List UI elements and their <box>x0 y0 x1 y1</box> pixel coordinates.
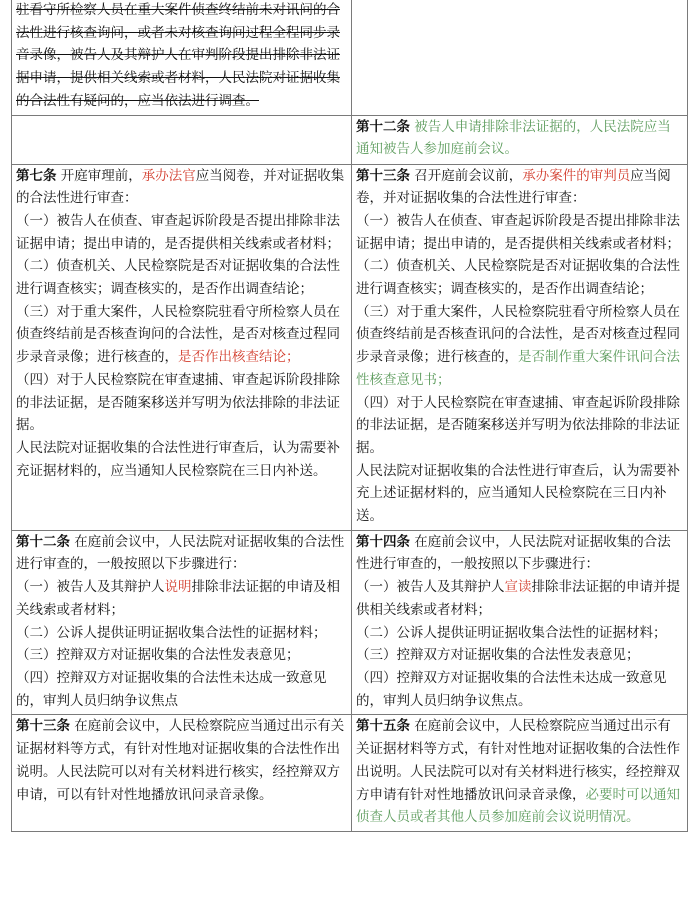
list-item: （三）控辩双方对证据收集的合法性发表意见； <box>16 647 300 664</box>
table-row <box>12 715 688 832</box>
paragraph-text: 开庭审理前， <box>56 167 142 184</box>
article-label: 第七条 <box>16 167 57 184</box>
list-item: 排除非法证据的申请并提供相关线索或者材料； <box>356 579 680 618</box>
article-label: 第十二条 <box>16 533 70 550</box>
modified-text: 是否作出核查结论； <box>178 349 300 366</box>
list-item: （二）公诉人提供证明证据收集合法性的证据材料； <box>356 624 667 641</box>
table-row <box>12 530 688 715</box>
new-provision-cell-empty <box>352 0 688 115</box>
new-provision-cell <box>352 530 688 715</box>
old-provision-cell-empty <box>12 115 352 164</box>
list-item: （四）控辩双方对证据收集的合法性未达成一致意见的，审判人员归纳争议焦点 <box>16 669 327 709</box>
list-item: （三）对于重大案件，人民检察院驻看守所检察人员在侦查终结前是否核查讯问的合法性，是否对核查过程同步录音录像；进行核查的， <box>356 303 680 366</box>
added-text: 被告人申请排除非法证据的，人民法院应当通知被告人参加庭前会议。 <box>356 118 671 158</box>
old-provision-cell <box>12 530 352 715</box>
article-label: 第十五条 <box>356 718 410 735</box>
list-item: （二）侦查机关、人民检察院是否对证据收集的合法性进行调查核实；调查核实的，是否作出调查结论； <box>356 258 680 298</box>
paragraph-text: 召开庭前会议前， <box>410 167 523 184</box>
paragraph-text: 应当阅卷，并对证据收集的合法性进行审查： <box>356 167 671 207</box>
article-label: 第十三条 <box>356 167 410 184</box>
comparison-table <box>11 0 688 832</box>
paragraph-text: 应当阅卷，并对证据收集的合法性进行审查： <box>16 167 345 207</box>
article-label: 第十三条 <box>16 718 70 735</box>
table-row <box>12 0 688 115</box>
modified-text: 宣读 <box>504 579 532 596</box>
list-item: （三）对于重大案件，人民检察院驻看守所检察人员在侦查终结前是否核查询问的合法性，是否对核查过程同步录音录像；进行核查的， <box>16 303 340 366</box>
old-provision-cell <box>12 715 352 832</box>
paragraph-text: 在庭前会议中，人民法院对证据收集的合法性进行审查的，一般按照以下步骤进行： <box>16 533 345 573</box>
article-label: 第十二条 <box>356 118 410 135</box>
paragraph-text: 在庭前会议中，人民检察院应当通过出示有关证据材料等方式，有针对性地对证据收集的合法性作出说明。人民法院可以对有关材料进行核实，经控辩双方申请有针对性地播放讯问录音录像， <box>356 718 680 803</box>
modified-text: 说明 <box>164 579 192 596</box>
article-label: 第十四条 <box>356 533 410 550</box>
list-item: （四）对于人民检察院在审查逮捕、审查起诉阶段排除的非法证据，是否随案移送并写明为依法排除的非法证据。 <box>16 371 340 434</box>
table-row <box>12 115 688 164</box>
paragraph-text: 在庭前会议中，人民检察院应当通过出示有关证据材料等方式，有针对性地对证据收集的合法性作出说明。人民法院可以对有关材料进行核实，经控辩双方申请，可以有针对性地播放讯问录音录像。 <box>16 718 345 803</box>
list-item: （四）对于人民检察院在审查逮捕、审查起诉阶段排除的非法证据，是否随案移送并写明为依法排除的非法证据。 <box>356 394 680 456</box>
new-provision-cell <box>352 164 688 530</box>
list-item: （一）被告人在侦查、审查起诉阶段是否提出排除非法证据申请；提出申请的，是否提供相关线索或者材料； <box>16 212 340 252</box>
paragraph-text: 在庭前会议中，人民法院对证据收集的合法性进行审查的，一般按照以下步骤进行： <box>356 533 671 573</box>
new-provision-cell <box>352 115 688 164</box>
list-item: （一）被告人在侦查、审查起诉阶段是否提出排除非法证据申请；提出申请的，是否提供相关线索或者材料； <box>356 212 680 252</box>
modified-text: 承办法官 <box>141 167 196 184</box>
paragraph-text: 人民法院对证据收集的合法性进行审查后，认为需要补充证据材料的，应当通知人民检察院在三日内补送。 <box>16 439 340 479</box>
added-text: 是否制作重大案件讯问合法性核查意见书； <box>356 349 680 388</box>
added-text: 必要时可以通知侦查人员或者其他人员参加庭前会议说明情况。 <box>356 786 680 826</box>
modified-text: 承办案件的审判员 <box>522 167 631 184</box>
old-provision-cell <box>12 164 352 530</box>
list-item: （三）控辩双方对证据收集的合法性发表意见； <box>356 647 640 664</box>
list-item: 排除非法证据的申请及相关线索或者材料； <box>16 579 340 618</box>
deleted-text: 驻看守所检察人员在重大案件侦查终结前未对讯问的合法性进行核查询问，或者未对核查询问过程全程同步录音录像，被告人及其辩护人在审判阶段提出排除非法证据申请，提供相关线索或者材料，人民法院对证据收集的合法性有疑问的，应当依法进行调查。 <box>16 2 340 109</box>
list-item: （四）控辩双方对证据收集的合法性未达成一致意见的，审判人员归纳争议焦点。 <box>356 669 667 709</box>
new-provision-cell <box>352 715 688 832</box>
list-item: （一）被告人及其辩护人 <box>356 579 505 596</box>
table-row <box>12 164 688 530</box>
list-item: （二）公诉人提供证明证据收集合法性的证据材料； <box>16 624 327 641</box>
list-item: （一）被告人及其辩护人 <box>16 579 165 596</box>
paragraph-text: 人民法院对证据收集的合法性进行审查后，认为需要补充上述证据材料的，应当通知人民检察院在三日内补送。 <box>356 462 680 525</box>
list-item: （二）侦查机关、人民检察院是否对证据收集的合法性进行调查核实；调查核实的，是否作出调查结论； <box>16 258 340 298</box>
old-provision-cell <box>12 0 352 115</box>
